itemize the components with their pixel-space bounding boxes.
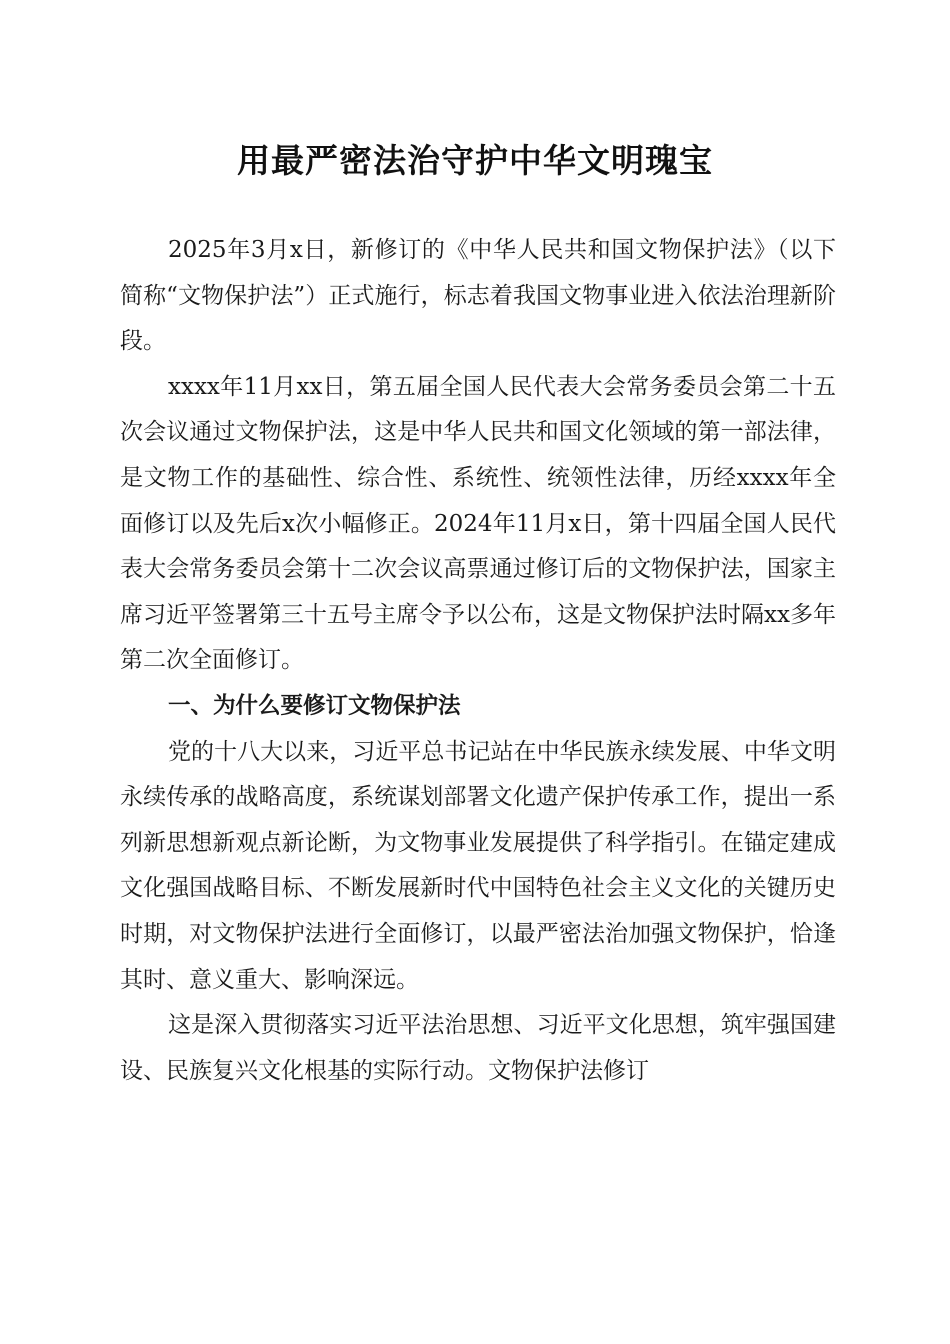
document-body (120, 228, 836, 1094)
paragraph-history: xxxx年11月xx日，第五届全国人民代表大会常务委员会第二十五次会议通过文物保护法，这是中华人民共和国文化领域的第一部法律，是文物工作的基础性、综合性、系统性、统领性法律，历经xxxx年全面修订以及先后x次小幅修正。2024年11月x日，第十四届全国人民代表大会常务委员会第十二次会议高票通过修订后的文物保护法，国家主席习近平签署第三十五号主席令予以公布，这是文物保护法时隔xx多年第二次全面修订。 (120, 373, 836, 674)
paragraph-intro: 2025年3月x日，新修订的《中华人民共和国文物保护法》（以下简称“文物保护法”）正式施行，标志着我国文物事业进入依法治理新阶段。 (120, 237, 836, 355)
document-title: 用最严密法治守护中华文明瑰宝 (237, 141, 713, 180)
section-heading: 一、为什么要修订文物保护法 (168, 692, 461, 719)
paragraph-significance: 党的十八大以来，习近平总书记站在中华民族永续发展、中华文明永续传承的战略高度，系统谋划部署文化遗产保护传承工作，提出一系列新思想新观点新论断，为文物事业发展提供了科学指引。在锚定建成文化强国战略目标、不断发展新时代中国特色社会主义文化的关键历史时期，对文物保护法进行全面修订，以最严密法治加强文物保护，恰逢其时、意义重大、影响深远。 (120, 738, 836, 993)
paragraph-action: 这是深入贯彻落实习近平法治思想、习近平文化思想，筑牢强国建设、民族复兴文化根基的实际行动。文物保护法修订 (120, 1012, 836, 1084)
